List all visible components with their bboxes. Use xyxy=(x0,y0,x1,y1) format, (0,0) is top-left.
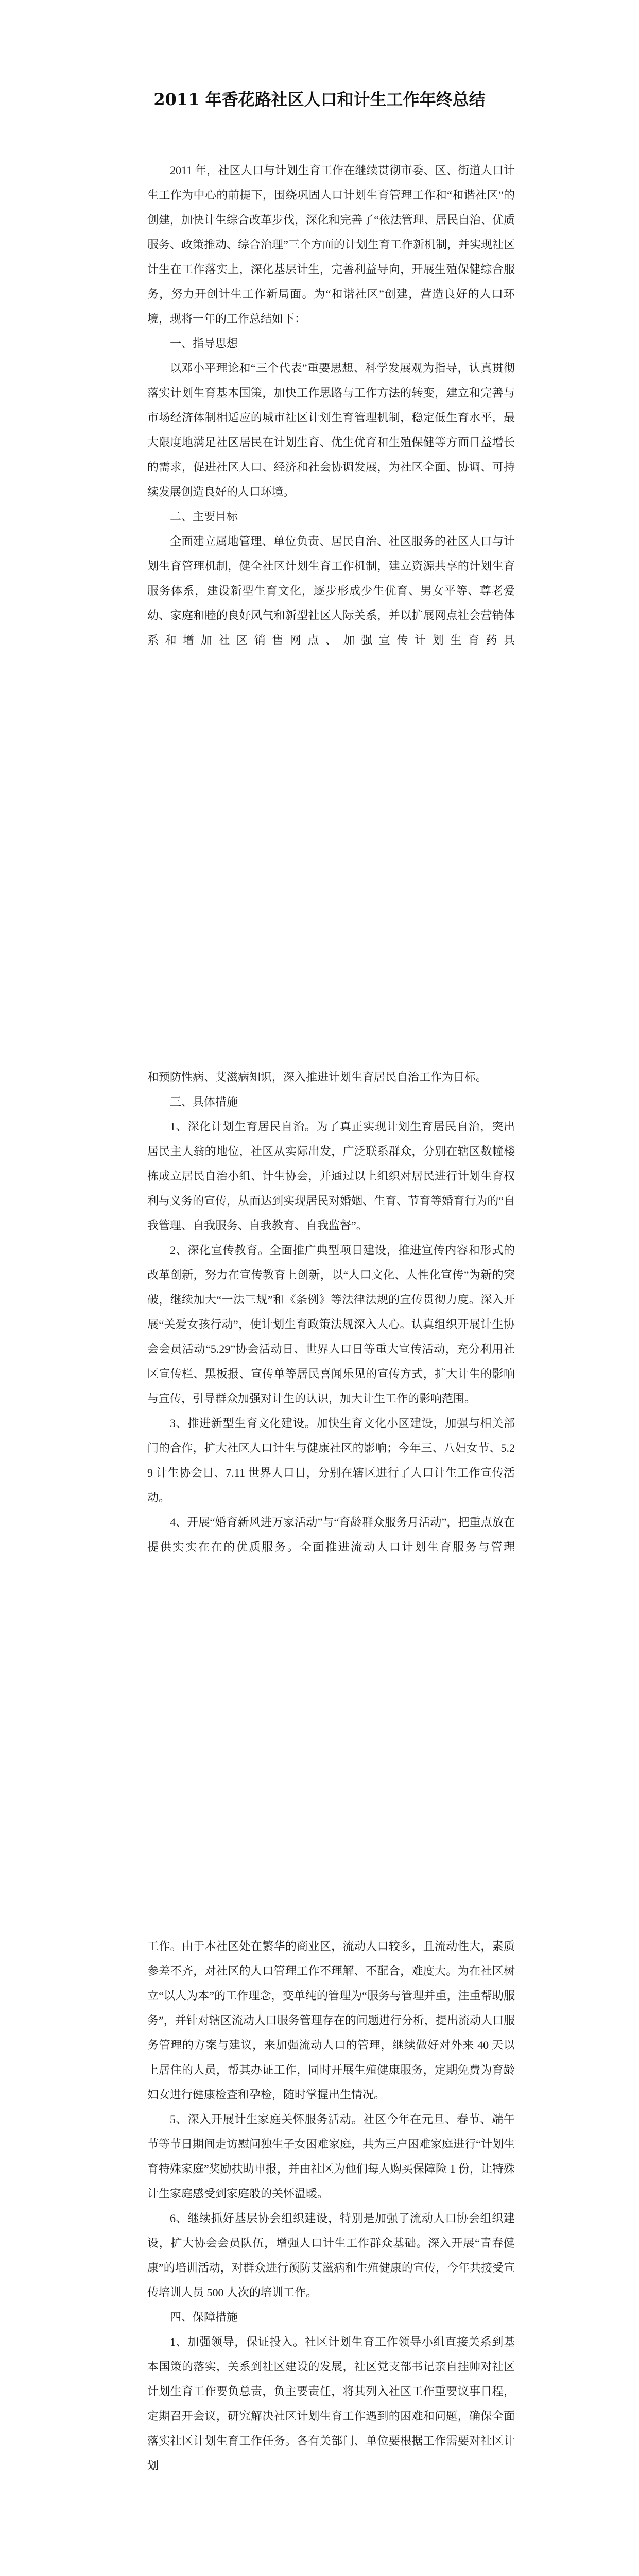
intro-paragraph: 2011 年，社区人口与计划生育工作在继续贯彻市委、区、街道人口计生工作为中心的前提下，围绕巩固人口计划生育管理工作和“和谐社区”的创建，加快计生综合改革步伐，深化和完善了“依法管理、居民自治、优质服务、政策推动、综合治理”三个方面的计划生育工作新机制，并实现社区计生在工作落实上，深化基层计生，完善利益导向，开展生殖保健综合服务，努力开创计生工作新局面。为“和谐社区”创建，营造良好的人口环境，现将一年的工作总结如下： xyxy=(147,164,515,325)
section-heading-main-goals: 二、主要目标 xyxy=(170,510,238,523)
page-3-body xyxy=(147,1934,515,2478)
measure-item-4-continued: 工作。由于本社区处在繁华的商业区，流动人口较多，且流动性大，素质参差不齐，对社区的人口管理工作不理解、不配合，难度大。为在社区树立“以人为本”的工作理念，变单纯的管理为“服务与管理并重，注重帮助服务”，并针对辖区流动人口服务管理存在的问题进行分析，提出流动人口服务管理的方案与建议，来加强流动人口的管理，继续做好对外来 40 天以上居住的人员，帮其办证工作，同时开展生殖健康服务，定期免费为育龄妇女进行健康检查和孕检，随时掌握出生情况。 xyxy=(147,1940,515,2101)
measure-item-3: 3、推进新型生育文化建设。加快生育文化小区建设，加强与相关部门的合作，扩大社区人口计生与健康社区的影响；今年三、八妇女节、5.29 计生协会日、7.11 世界人口日，分别在辖区进行了人口计生工作宣传活动。 xyxy=(147,1417,515,1504)
main-goals-paragraph-continued: 和预防性病、艾滋病知识，深入推进计划生育居民自治工作为目标。 xyxy=(147,1071,488,1083)
safeguard-item-1: 1、加强领导，保证投入。社区计划生育工作领导小组直接关系到基本国策的落实，关系到社区建设的发展，社区党支部书记亲自挂帅对社区计划生育工作要负总责，负主要责任，将其列入社区工作重要议事日程，定期召开会议，研究解决社区计划生育工作遇到的困难和问题，确保全面落实社区计划生育工作任务。各有关部门、单位要根据工作需要对社区计划 xyxy=(147,2335,515,2472)
guiding-principle-paragraph: 以邓小平理论和“三个代表”重要思想、科学发展观为指导，认真贯彻落实计划生育基本国策，加快工作思路与工作方法的转变，建立和完善与市场经济体制相适应的城市社区计划生育管理机制，稳定低生育水平，最大限度地满足社区居民在计划生育、优生优育和生殖保健等方面日益增长的需求，促进社区人口、经济和社会协调发展，为社区全面、协调、可持续发展创造良好的人口环境。 xyxy=(147,362,515,498)
page-2 xyxy=(0,1065,639,1560)
section-heading-guiding-principle: 一、指导思想 xyxy=(170,337,238,350)
page-3 xyxy=(0,1934,639,2478)
measure-item-6: 6、继续抓好基层协会组织建设，特别是加强了流动人口协会组织建设，扩大协会会员队伍，增强人口计生工作群众基础。深入开展“青春健康”的培训活动，对群众进行预防艾滋病和生殖健康的宣传，今年共接受宣传培训人员 500 人次的培训工作。 xyxy=(147,2212,515,2299)
section-heading-safeguards: 四、保障措施 xyxy=(170,2311,238,2324)
page-2-body xyxy=(147,1065,515,1560)
main-goals-paragraph: 全面建立属地管理、单位负责、居民自治、社区服务的社区人口与计划生育管理机制，健全社区计划生育工作机制，建立资源共享的计划生育服务体系，建设新型生育文化，逐步形成少生优育、男女平等、尊老爱幼、家庭和睦的良好风气和新型社区人际关系，并以扩展网点社会营销体系和增加社区销售网点、加强宣传计划生育药具 xyxy=(147,535,515,647)
measure-item-4: 4、开展“婚育新风进万家活动”与“育龄群众服务月活动”，把重点放在提供实实在在的优质服务。全面推进流动人口计划生育服务与管理 xyxy=(147,1516,515,1553)
page-1-body xyxy=(147,158,515,653)
measure-item-2: 2、深化宣传教育。全面推广典型项目建设，推进宣传内容和形式的改革创新，努力在宣传教育上创新，以“人口文化、人性化宣传”为新的突破，继续加大“一法三规”和《条例》等法律法规的宣传贯彻力度。深入开展“关爱女孩行动”，使计划生育政策法规深入人心。认真组织开展计生协会会员活动“5.29”协会活动日、世界人口日等重大宣传活动，充分利用社区宣传栏、黑板报、宣传单等居民喜闻乐见的宣传方式，扩大计生的影响与宣传，引导群众加强对计生的认识，加大计生工作的影响范围。 xyxy=(147,1244,515,1405)
measure-item-5: 5、深入开展计生家庭关怀服务活动。社区今年在元旦、春节、端午节等节日期间走访慰问独生子女困难家庭，共为三户困难家庭进行“计划生育特殊家庭”奖励扶助申报，并由社区为他们每人购买保障险 1 份，让特殊计生家庭感受到家庭般的关怀温暖。 xyxy=(147,2113,515,2200)
document-title: 2011 年香花路社区人口和计生工作年终总结 xyxy=(153,90,486,109)
measure-item-1: 1、深化计划生育居民自治。为了真正实现计划生育居民自治，突出居民主人翁的地位，社区从实际出发，广泛联系群众，分别在辖区数幢楼栋成立居民自治小组、计生协会，并通过以上组织对居民进行计划生育权利与义务的宣传，从而达到实现居民对婚姻、生育、节育等婚育行为的“自我管理、自我服务、自我教育、自我监督”。 xyxy=(147,1120,515,1232)
page-1 xyxy=(0,87,639,653)
section-heading-measures: 三、具体措施 xyxy=(170,1095,238,1108)
